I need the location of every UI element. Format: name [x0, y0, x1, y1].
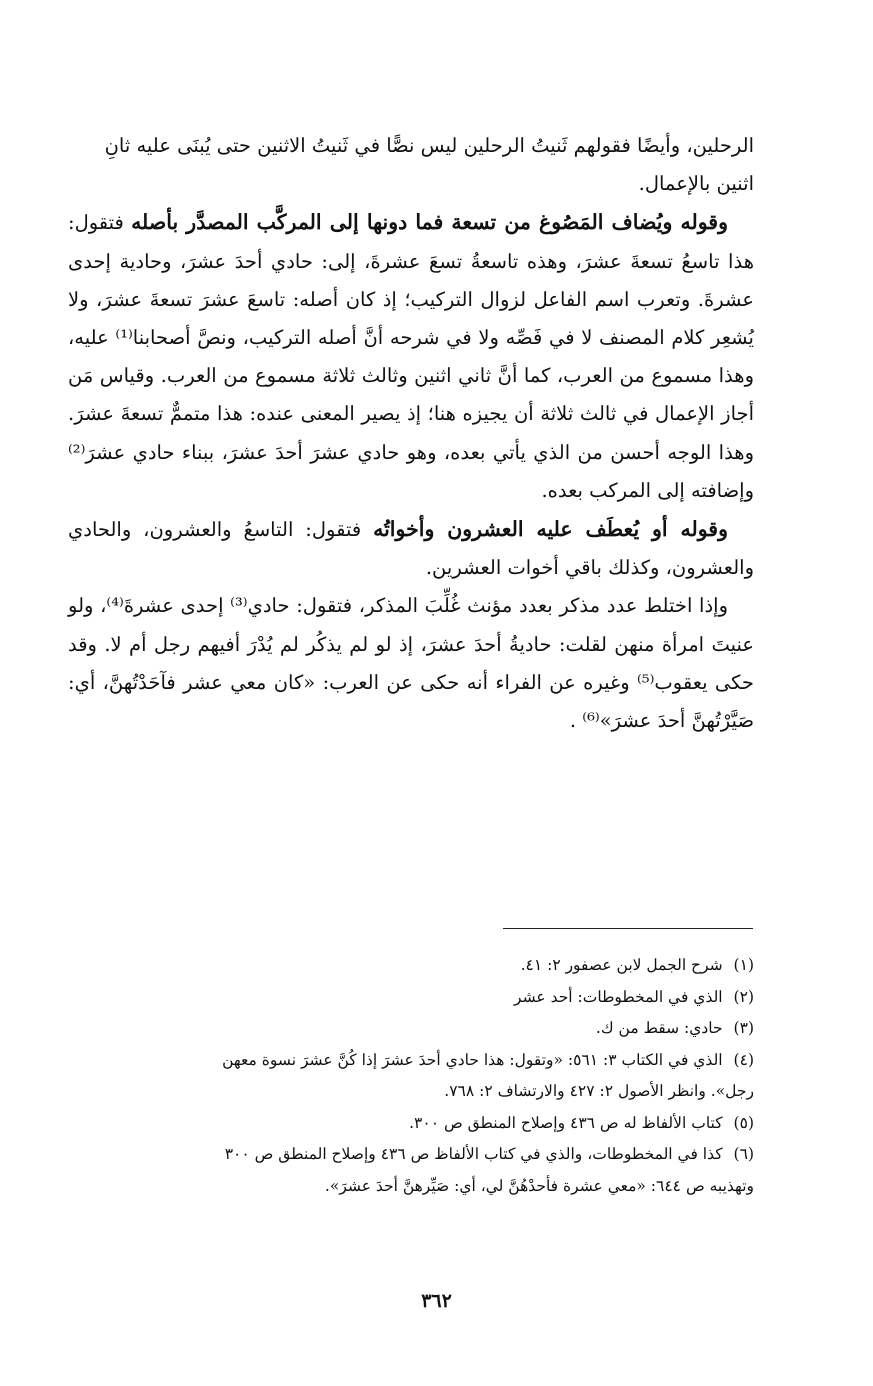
paragraph-3-quoted-text: وقوله أو يُعطَف عليه العشرون وأخواتُه [373, 517, 728, 542]
footnote-text: كتاب الألفاظ له ص ٤٣٦ وإصلاح المنطق ص ٣٠٠. [409, 1113, 723, 1132]
footnote-1 [68, 950, 754, 982]
paragraph-3 [68, 510, 754, 587]
footnote-6-continuation [68, 1171, 754, 1203]
footnote-4-continuation [68, 1076, 754, 1108]
footnote-text: شرح الجمل لابن عصفور ٢: ٤١. [520, 956, 723, 974]
footnote-4 [68, 1045, 754, 1077]
paragraph-2 [68, 203, 754, 510]
footnote-text: حادي: سقط من ك. [595, 1019, 723, 1037]
footnote-text: الذي في الكتاب ٣: ٥٦١: «وتقول: هذا حادي أحدَ عشرَ إذا كُنَّ عشرَ نسوة معهن [222, 1050, 723, 1069]
paragraph-1-line-1: الرحلين، وأيضًا فقولهم ثَنيتُ الرحلين ليس نصًّا في ثَنيتُ الاثنين حتى يُبنَى عليه ثانِ [104, 134, 754, 157]
footnote-number: (٤) [733, 1050, 754, 1069]
footnote-text: الذي في المخطوطات: أحد عشر [514, 987, 723, 1006]
footnote-text: كذا في المخطوطات، والذي في كتاب الألفاظ ص ٤٣٦ وإصلاح المنطق ص ٣٠٠ [224, 1145, 723, 1163]
footnote-number: (٣) [733, 1019, 754, 1037]
footnote-number: (٦) [733, 1145, 754, 1163]
footnote-6 [68, 1139, 754, 1171]
paragraph-4-text: وإذا اختلط عدد مذكر بعدد مؤنث غُلِّبَ المذكر، فتقول: حادي⁽³⁾ إحدى عشرةَ⁽⁴⁾، ولو عنيتَ امرأة منهن لقلت: حاديةُ أحدَ عشرَ، إذ لو لم يذكُر لم يُدْرَ أفيهم رجل أم لا. وقد حكى يعقوب⁽⁵⁾ وغيره عن الفراء أنه حكى عن العرب: «كان معي عشر فآحَدْتُهنَّ، أي: صَيَّرْتُهنَّ أحدَ عشرَ»⁽⁶⁾ . [68, 594, 754, 733]
footnote-number: (١) [733, 956, 754, 974]
paragraph-2-quoted-text: وقوله ويُضاف المَصُوغ من تسعة فما دونها إلى المركَّب المصدَّر بأصله [131, 210, 729, 235]
page-number: ٣٦٢ [421, 1290, 452, 1312]
paragraph-2-text: فتقول: هذا تاسعُ تسعةَ عشرَ، وهذه تاسعةُ تسعَ عشرةَ، إلى: حادي أحدَ عشرَ، وحادية إحدى عشرةَ. وتعرب اسم الفاعل لزوال التركيب؛ إذ كان أصله: تاسعَ عشرَ تسعةَ عشرَ، ولا يُشعِر كلام المصنف لا في فَصِّه ولا في شرحه أنَّ أصله التركيب، ونصَّ أصحابنا⁽¹⁾ عليه، وهذا مسموع من العرب، كما أنَّ ثاني اثنين وثالث ثلاثة مسموع من العرب. وقياس مَن أجاز الإعمال في ثالث ثلاثة أن يجيزه هنا؛ إذ يصير المعنى عنده: هذا متممٌّ تسعةَ عشرَ. وهذا الوجه أحسن من الذي يأتي بعده، وهو حادي عشرَ أحدَ عشرَ، ببناء حادي عشرَ⁽²⁾ وإضافته إلى المركب بعده. [68, 211, 754, 502]
footnote-text: وتهذيبه ص ٦٤٤: «معي عشرة فأحدْهُنَّ لي، أي: صَيِّرهنَّ أحدَ عشرَ». [324, 1176, 754, 1195]
footnote-separator [503, 928, 753, 929]
paragraph-3-text: فتقول: التاسعُ والعشرون، والحادي والعشرون، وكذلك باقي أخوات العشرين. [68, 518, 754, 580]
footnote-text: رجل». وانظر الأصول ٢: ٤٢٧ والارتشاف ٢: ٧٦٨. [444, 1082, 754, 1100]
footnotes [68, 950, 754, 1202]
footnote-number: (٢) [733, 987, 754, 1006]
paragraph-4 [68, 587, 754, 740]
footnote-number: (٥) [733, 1113, 754, 1132]
paragraph-1-line-2: اثنين بالإعمال. [638, 172, 754, 196]
footnote-5 [68, 1108, 754, 1140]
main-text [68, 127, 754, 740]
footnote-3 [68, 1013, 754, 1045]
footnote-2 [68, 982, 754, 1014]
paragraph-1 [68, 127, 754, 203]
